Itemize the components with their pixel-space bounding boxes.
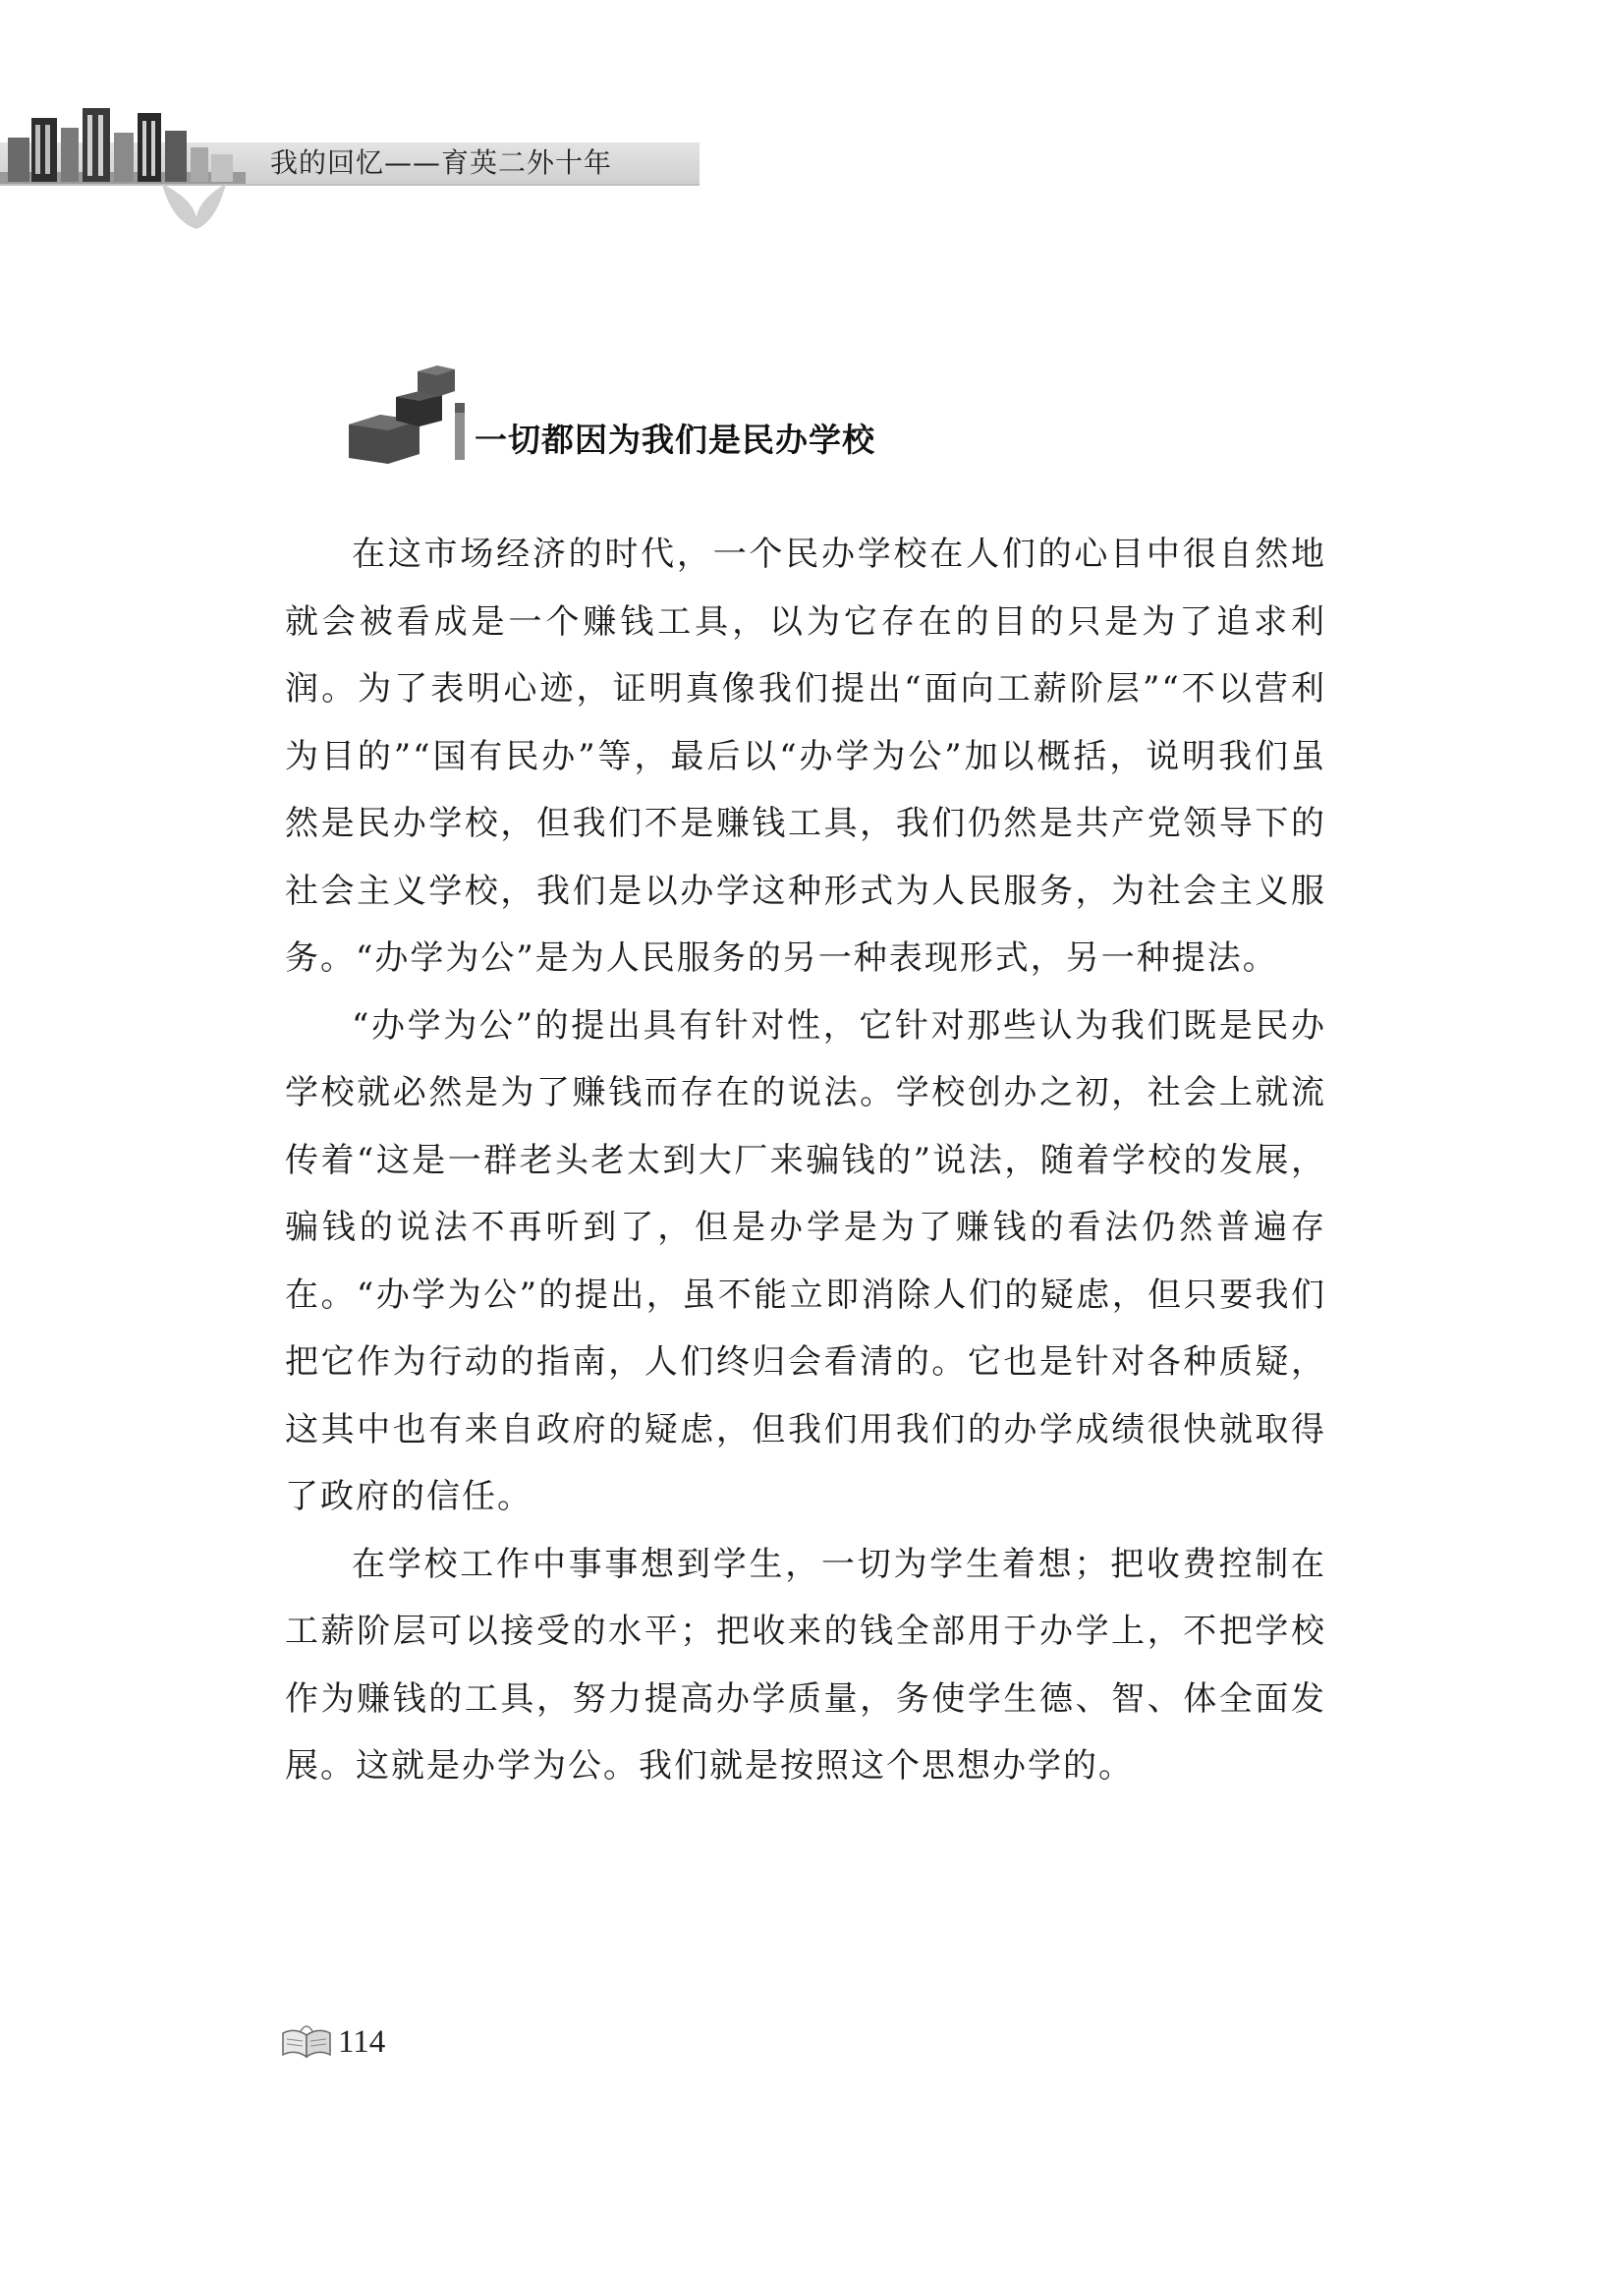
- running-header-title: 我的回忆——育英二外十年: [270, 146, 613, 179]
- paragraph-2: “办学为公”的提出具有针对性，它针对那些认为我们既是民办学校就必然是为了赚钱而存在的说法。学校创办之初，社会上就流传着“这是一群老头老太到大厂来骗钱的”说法，随着学校的发展，骗钱的说法不再听到了，但是办学是为了赚钱的看法仍然普遍存在。“办学为公”的提出，虽不能立即消除人们的疑虑，但只要我们把它作为行动的指南，人们终归会看清的。它也是针对各种质疑，这其中也有来自政府的疑虑，但我们用我们的办学成绩很快就取得了政府的信任。: [285, 1005, 1326, 1516]
- open-book-icon: [281, 2021, 332, 2061]
- section-title: 一切都因为我们是民办学校: [475, 421, 875, 459]
- paragraph-3: 在学校工作中事事想到学生，一切为学生着想；把收费控制在工薪阶层可以接受的水平；把收来的钱全部用于办学上，不把学校作为赚钱的工具，努力提高办学质量，务使学生德、智、体全面发展。这就是办学为公。我们就是按照这个思想办学的。: [285, 1544, 1326, 1786]
- city-skyline-icon: [0, 93, 246, 231]
- running-header: [0, 93, 707, 231]
- body-text: [285, 521, 1326, 1800]
- stacked-blocks-icon: [349, 364, 472, 472]
- section-heading: [349, 364, 1036, 472]
- page-footer: [281, 2017, 477, 2067]
- page-number: 114: [338, 2024, 386, 2060]
- paragraph-1: 在这市场经济的时代，一个民办学校在人们的心目中很自然地就会被看成是一个赚钱工具，以为它存在的目的只是为了追求利润。为了表明心迹，证明真像我们提出“面向工薪阶层”“不以营利为目的”“国有民办”等，最后以“办学为公”加以概括，说明我们虽然是民办学校，但我们不是赚钱工具，我们仍然是共产党领导下的社会主义学校，我们是以办学这种形式为人民服务，为社会主义服务。“办学为公”是为人民服务的另一种表现形式，另一种提法。: [285, 535, 1326, 978]
